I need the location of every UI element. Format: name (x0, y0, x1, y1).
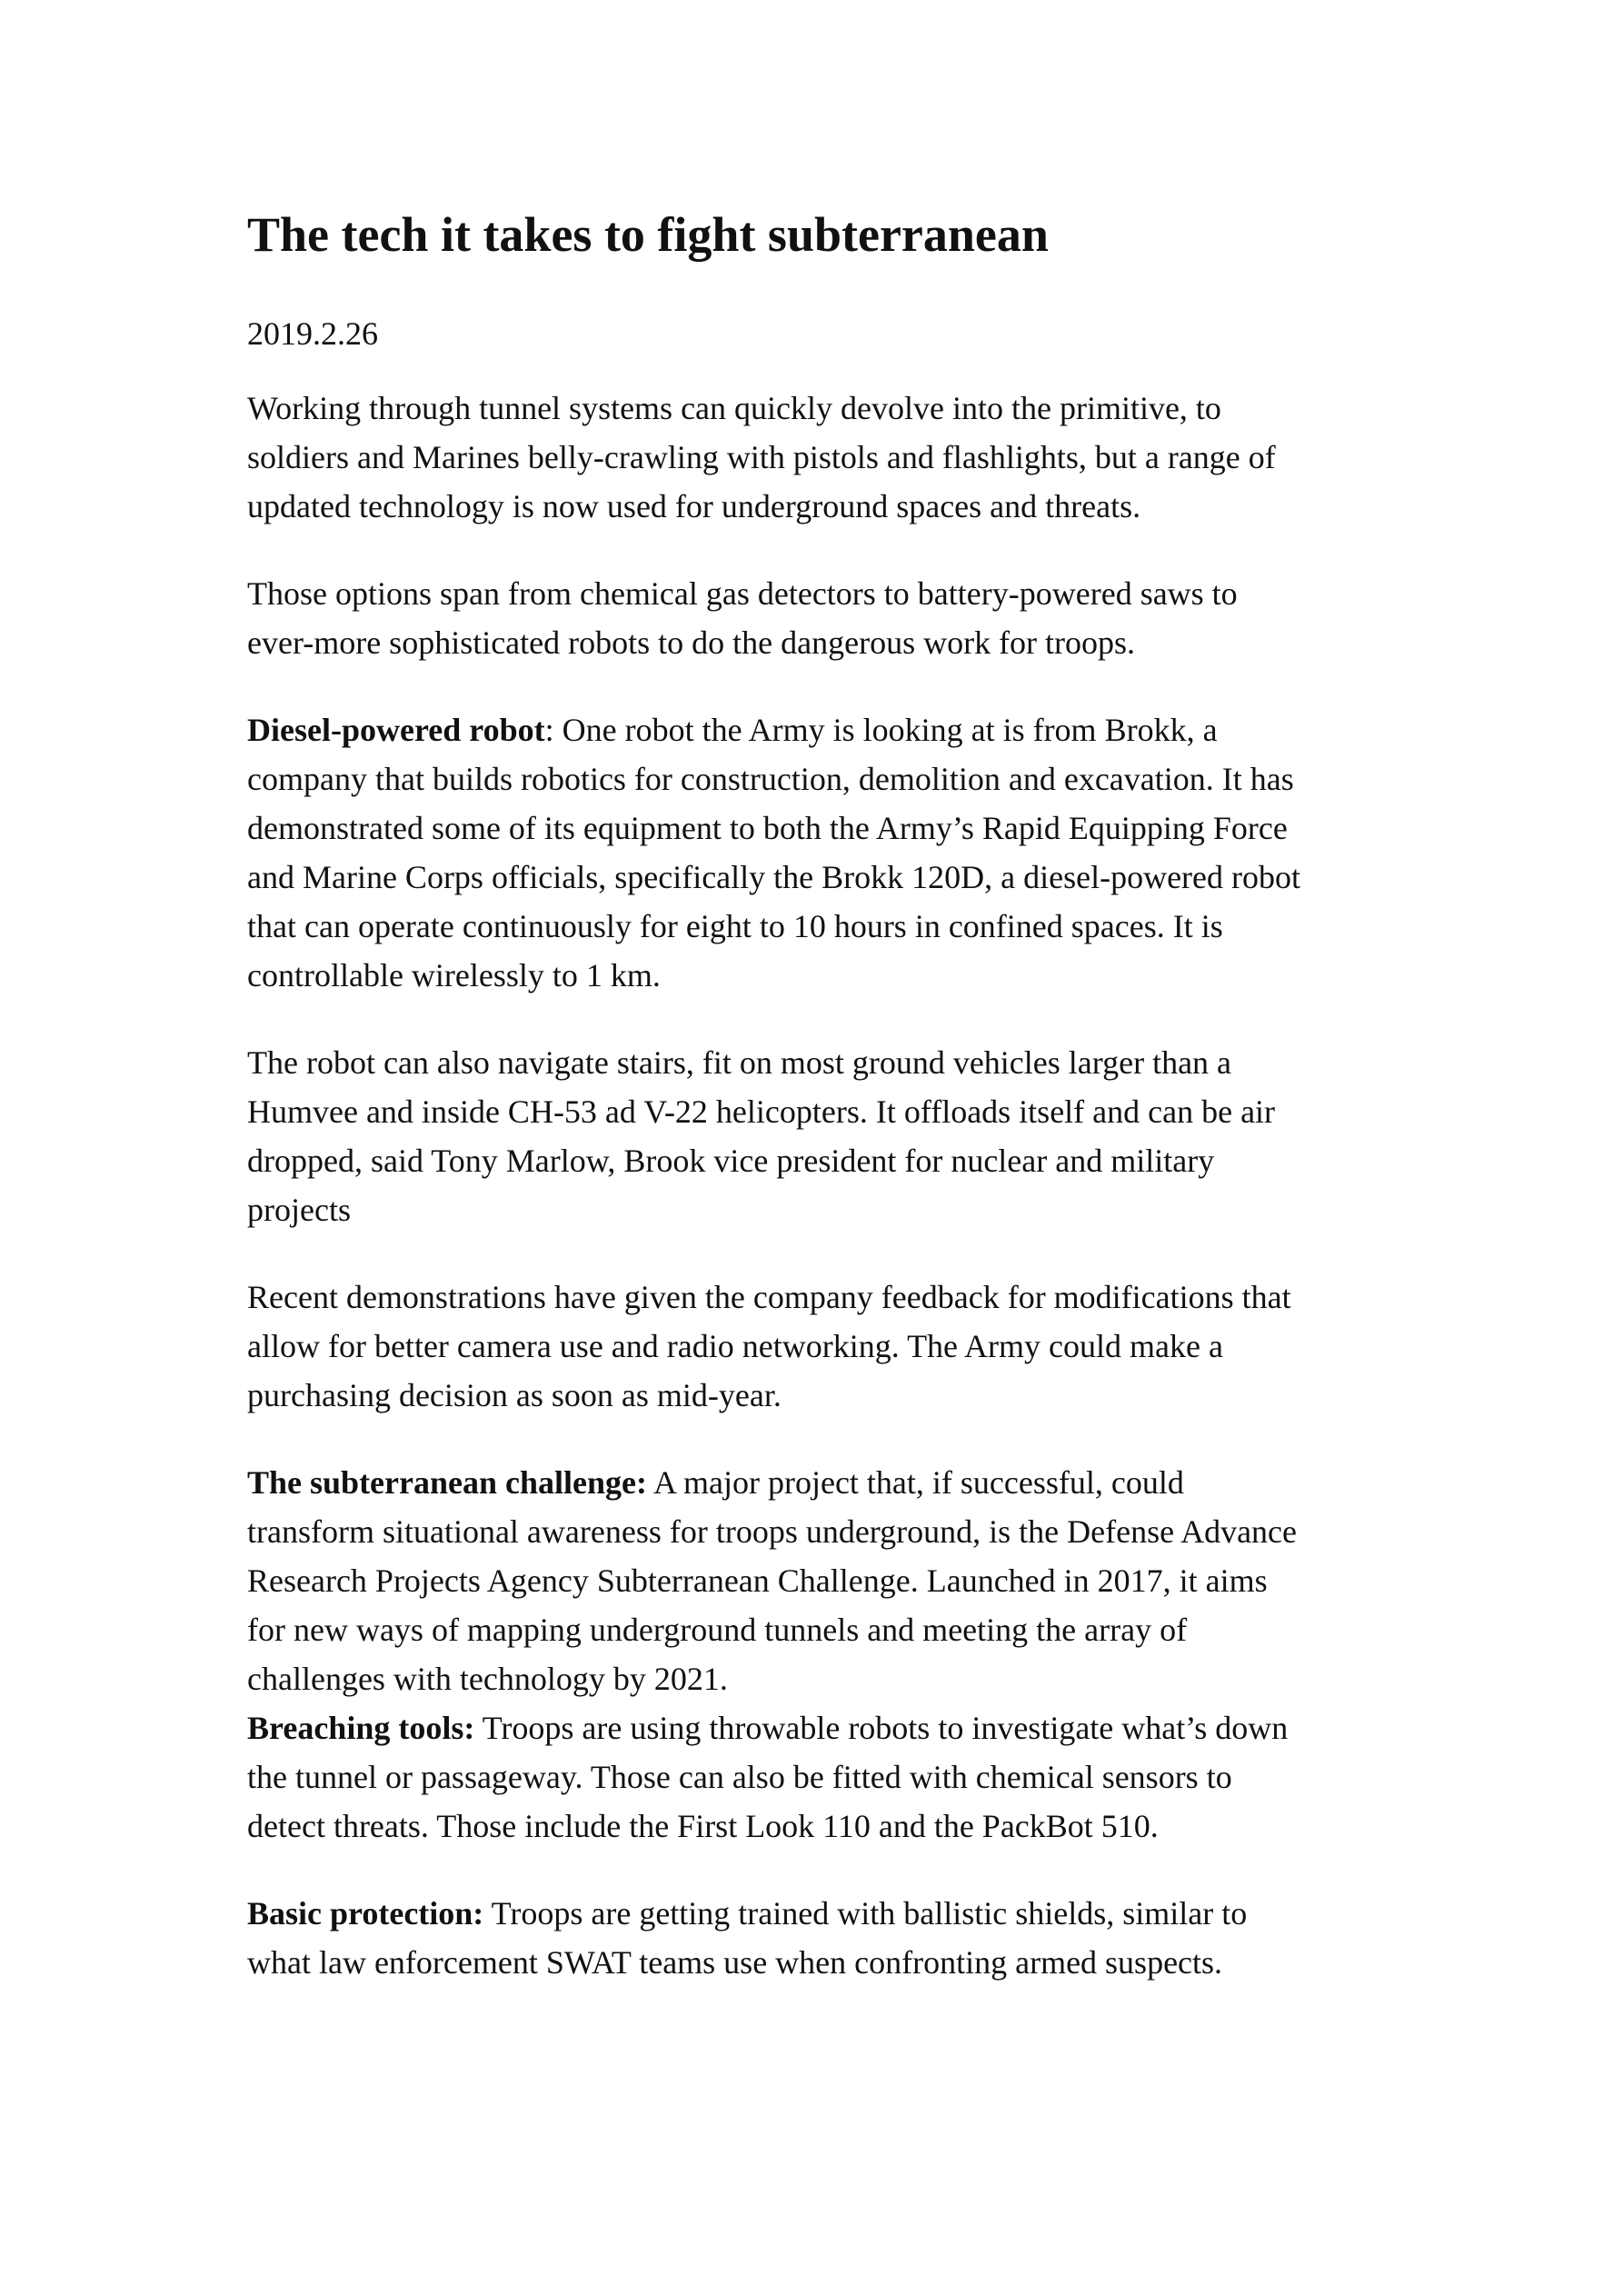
line: Those options span from chemical gas detectors to battery-powered saws to (247, 575, 1238, 612)
line: Working through tunnel systems can quickly devolve into the primitive, to (247, 390, 1221, 426)
line: that can operate continuously for eight to 10 hours in confined spaces. It is (247, 908, 1223, 944)
line: what law enforcement SWAT teams use when confronting armed suspects. (247, 1944, 1223, 1981)
line: updated technology is now used for underground spaces and threats. (247, 488, 1141, 524)
line: purchasing decision as soon as mid-year. (247, 1377, 782, 1413)
line: ever-more sophisticated robots to do the dangerous work for troops. (247, 624, 1136, 661)
article-title: The tech it takes to fight subterranean (247, 207, 1049, 262)
line: Recent demonstrations have given the company feedback for modifications that (247, 1279, 1291, 1315)
line: transform situational awareness for troops underground, is the Defense Advance (247, 1513, 1298, 1550)
section-label: Diesel-powered robot (247, 712, 545, 748)
line: : One robot the Army is looking at is from Brokk, a (544, 712, 1218, 748)
section-label: Breaching tools: (247, 1710, 475, 1746)
line: for new ways of mapping underground tunnels and meeting the array of (247, 1612, 1188, 1648)
line: Research Projects Agency Subterranean Challenge. Launched in 2017, it aims (247, 1562, 1268, 1599)
line: challenges with technology by 2021. (247, 1661, 728, 1697)
line: company that builds robotics for construction, demolition and excavation. It has (247, 761, 1294, 797)
line: Troops are using throwable robots to investigate what’s down (474, 1710, 1289, 1746)
paragraph-options (247, 569, 1406, 667)
article-body (247, 384, 1406, 1987)
paragraph-robot-capabilities (247, 1038, 1406, 1234)
line: soldiers and Marines belly-crawling with pistols and flashlights, but a range of (247, 439, 1276, 475)
line: the tunnel or passageway. Those can also be fitted with chemical sensors to (247, 1759, 1232, 1795)
paragraph-breaching-tools (247, 1703, 1406, 1851)
line: and Marine Corps officials, specifically the Brokk 120D, a diesel-powered robot (247, 859, 1301, 895)
paragraph-diesel-robot (247, 705, 1406, 1000)
line: The robot can also navigate stairs, fit on most ground vehicles larger than a (247, 1044, 1232, 1081)
article-date: 2019.2.26 (247, 315, 378, 352)
paragraph-demonstrations (247, 1273, 1406, 1420)
line: detect threats. Those include the First Look 110 and the PackBot 510. (247, 1808, 1159, 1844)
paragraph-subterranean-challenge (247, 1458, 1406, 1703)
paragraph-basic-protection (247, 1889, 1406, 1987)
line: allow for better camera use and radio networking. The Army could make a (247, 1328, 1223, 1364)
line: projects (247, 1192, 351, 1228)
line: demonstrated some of its equipment to both the Army’s Rapid Equipping Force (247, 810, 1288, 846)
line: Humvee and inside CH-53 ad V-22 helicopters. It offloads itself and can be air (247, 1093, 1276, 1130)
paragraph-intro (247, 384, 1406, 531)
line: Troops are getting trained with ballistic shields, similar to (483, 1895, 1248, 1932)
section-label: Basic protection: (247, 1895, 484, 1932)
line: A major project that, if successful, could (646, 1464, 1184, 1501)
line: controllable wirelessly to 1 km. (247, 957, 661, 993)
section-label: The subterranean challenge: (247, 1464, 647, 1501)
line: dropped, said Tony Marlow, Brook vice president for nuclear and military (247, 1143, 1215, 1179)
